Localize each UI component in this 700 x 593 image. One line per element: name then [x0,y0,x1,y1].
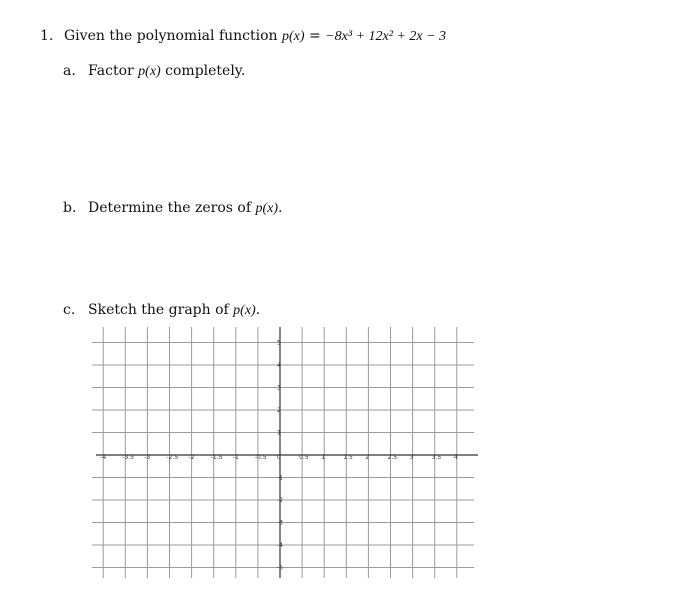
x-tick-label: -1.5 [210,454,223,461]
x-tick-label: -3 [144,454,151,461]
x-tick-label: 3 [409,454,414,461]
question-number: 1. [40,28,54,44]
x-tick-label: 2.5 [387,454,398,461]
y-tick-label: -2 [277,497,283,504]
part-c-label: c. [63,302,76,318]
part-a-function: p(x) [138,64,161,79]
x-tick-label: 2 [365,454,370,461]
x-tick-label: -0.5 [254,454,267,461]
equals-sign: = [304,28,326,44]
x-tick-label: 1.5 [343,454,353,461]
y-tick-label: 4 [277,362,281,369]
part-c-prefix: Sketch the graph of [88,302,234,318]
x-tick-label: 3.5 [431,454,442,461]
x-tick-label: -2.5 [166,454,179,461]
x-tick-label: 4 [453,454,458,461]
part-b-suffix: . [278,200,283,216]
y-tick-label: 2 [277,407,281,414]
y-tick-label: 3 [277,384,281,392]
part-b-prefix: Determine the zeros of [88,200,256,216]
y-tick-label: 5 [277,339,281,347]
x-tick-label: -3.5 [122,454,135,461]
question-intro: Given the polynomial function [64,28,283,44]
part-a-label: a. [63,63,76,79]
polynomial-expression: −8x³ + 12x² + 2x − 3 [325,29,447,44]
x-tick-label: -4 [100,454,107,461]
y-tick-label: -1 [277,474,283,482]
part-c-function: p(x) [233,303,256,318]
x-tick-label: 1 [321,454,326,461]
y-tick-label: -3 [277,519,283,527]
part-b-label: b. [63,200,77,216]
x-tick-label: 0.5 [299,454,309,461]
part-c-suffix: . [255,302,261,318]
part-a-suffix: completely. [160,63,246,79]
y-tick-label: -5 [277,564,283,572]
x-tick-label: -2 [188,454,195,461]
function-name: p(x) [282,29,305,44]
y-tick-label: -4 [277,542,283,549]
part-b-function: p(x) [255,201,279,216]
y-tick-label: 1 [277,429,281,437]
x-tick-label: 0 [277,454,281,461]
x-tick-label: -1 [232,454,239,461]
part-a-prefix: Factor [88,63,139,79]
